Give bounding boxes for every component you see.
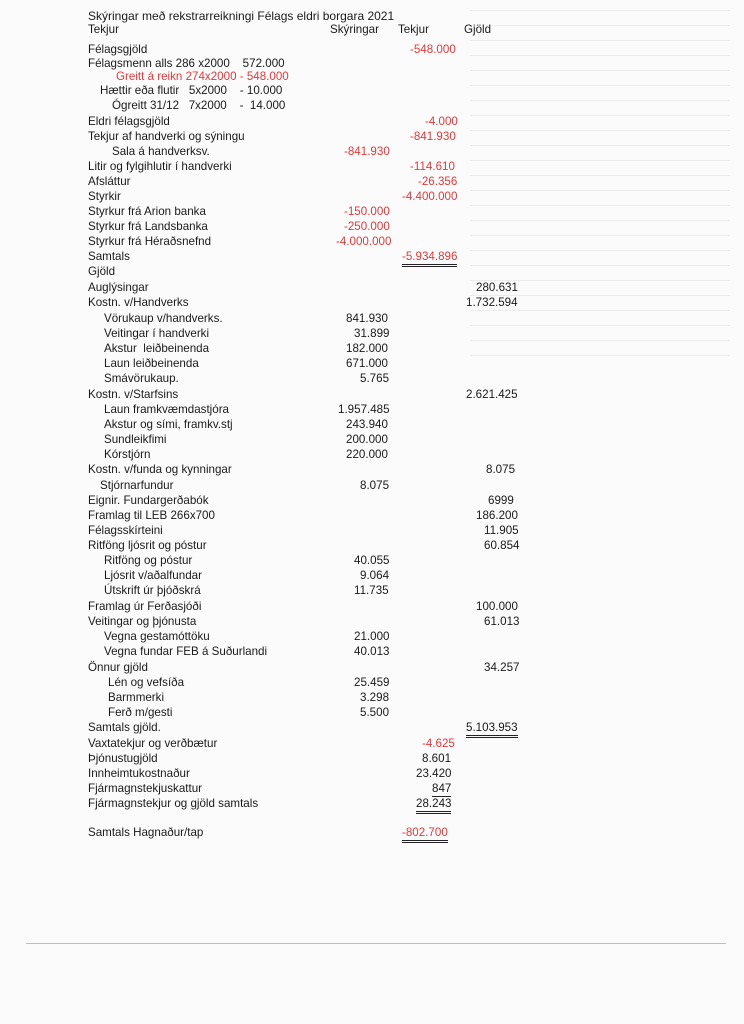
row-value-stjornar: 8.075: [360, 479, 390, 492]
row-value-samtals_gjold: 5.103.953: [466, 721, 518, 738]
row-value-litir: -114.610: [410, 160, 455, 173]
row-value-auglysingar: 280.631: [476, 281, 518, 294]
row-value-korstjorn: 220.000: [346, 448, 388, 461]
row-value-ferdasjodi: 100.000: [476, 600, 518, 613]
row-label-barmmerki: Barmmerki: [108, 691, 165, 704]
row-value-styrkir: -4.400.000: [402, 190, 458, 203]
row-label-handverk: Tekjur af handverki og sýningu: [88, 130, 245, 143]
row-value-vorukaup: 841.930: [346, 312, 388, 325]
row-label-sala: Sala á handverksv.: [112, 145, 210, 158]
row-label-thjonustugjold: Þjónustugjöld: [88, 752, 158, 765]
row-label-veitingar_h: Veitingar í handverki: [104, 327, 210, 340]
document-title: Skýringar með rekstrarreikningi Félags eldri borgara 2021: [88, 9, 395, 23]
row-value-onnur: 34.257: [484, 661, 520, 674]
row-label-eldri: Eldri félagsgjöld: [88, 115, 170, 128]
row-value-handverk: -841.930: [410, 130, 456, 143]
row-value-ritfong: 60.854: [484, 539, 520, 552]
row-label-ritfong2: Ritföng og póstur: [104, 554, 193, 567]
row-value-veitingar_h: 31.899: [354, 327, 390, 340]
row-value-kostn_funda: 8.075: [486, 463, 516, 476]
row-label-ferdasjodi: Framlag úr Ferðasjóði: [88, 600, 202, 613]
row-value-utskrift: 11.735: [354, 584, 389, 597]
row-value-kostn_starf: 2.621.425: [466, 388, 518, 401]
row-label-litir: Litir og fylgihlutir í handverki: [88, 160, 232, 173]
row-label-ljosrit: Ljósrit v/aðalfundar: [104, 569, 202, 582]
row-label-gestamottoku: Vegna gestamóttöku: [104, 630, 210, 643]
bleed-through-text: [470, 10, 730, 370]
row-value-eignir: 6999: [488, 494, 514, 507]
header-tekjur: Tekjur: [88, 23, 119, 36]
row-value-heradsnefnd: -4.000.000: [336, 235, 392, 248]
row-value-feb: 40.013: [354, 645, 390, 658]
row-label-samtals_gjold: Samtals gjöld.: [88, 721, 161, 734]
row-label-utskrift: Útskrift úr þjóðskrá: [104, 584, 201, 597]
row-label-arion: Styrkur frá Arion banka: [88, 205, 206, 218]
row-value-arion: -150.000: [344, 205, 390, 218]
row-value-ljosrit: 9.064: [360, 569, 390, 582]
row-value-fjarm_samtals: 28.243: [416, 797, 451, 814]
row-value-sala: -841.930: [344, 145, 390, 158]
row-label-sundleik: Sundleikfimi: [104, 433, 167, 446]
row-value-hagnadur: -802.700: [402, 826, 448, 843]
row-label-akstur_l: Akstur leiðbeinenda: [104, 342, 210, 355]
row-value-len: 25.459: [354, 676, 390, 689]
row-value-sundleik: 200.000: [346, 433, 388, 446]
row-label-laun_l: Laun leiðbeinenda: [104, 357, 199, 370]
row-value-vaxtatekjur: -4.625: [422, 737, 455, 750]
row-label-framlag_leb: Framlag til LEB 266x700: [88, 509, 215, 522]
row-label-kostn_hand: Kostn. v/Handverks: [88, 296, 189, 309]
row-label-ferd: Ferð m/gesti: [108, 706, 173, 719]
row-label-eignir: Eignir. Fundargerðabók: [88, 494, 209, 507]
row-value-veitingar_thj: 61.013: [484, 615, 520, 628]
row-label-samtals: Samtals: [88, 250, 130, 263]
row-label-skirteini: Félagsskírteini: [88, 524, 163, 537]
row-label-smavoru: Smávörukaup.: [104, 372, 179, 385]
row-label-greitt: Greitt á reikn 274x2000 - 548.000: [116, 70, 289, 83]
row-label-laun_f: Laun framkvæmdastjóra: [104, 403, 230, 416]
row-value-akstur_l: 182.000: [346, 342, 388, 355]
row-label-landsbanki: Styrkur frá Landsbanka: [88, 220, 208, 233]
row-label-stjornar: Stjórnarfundur: [100, 479, 174, 492]
row-value-ritfong2: 40.055: [354, 554, 390, 567]
row-label-haettir: Hættir eða flutir 5x2000 - 10.000: [100, 84, 283, 97]
row-label-feb: Vegna fundar FEB á Suðurlandi: [104, 645, 268, 658]
row-label-heradsnefnd: Styrkur frá Héraðsnefnd: [88, 235, 212, 248]
row-value-skirteini: 11.905: [484, 524, 519, 537]
row-value-felagsgjold: -548.000: [410, 43, 456, 56]
row-value-laun_l: 671.000: [346, 357, 388, 370]
row-value-kostn_hand: 1.732.594: [466, 296, 518, 309]
row-label-felagsgjold: Félagsgjöld: [88, 43, 148, 56]
row-label-veitingar_thj: Veitingar og þjónusta: [88, 615, 197, 628]
row-label-ritfong: Ritföng ljósrit og póstur: [88, 539, 207, 552]
row-label-afslattur: Afsláttur: [88, 175, 131, 188]
row-label-onnur: Önnur gjöld: [88, 661, 148, 674]
header-tekjur-column: Tekjur: [398, 23, 429, 36]
row-value-afslattur: -26.356: [418, 175, 458, 188]
row-label-vorukaup: Vörukaup v/handverks.: [104, 312, 223, 325]
row-label-fjarmskattur: Fjármagnstekjuskattur: [88, 782, 203, 795]
row-label-styrkir: Styrkir: [88, 190, 121, 203]
row-label-kostn_starf: Kostn. v/Starfsins: [88, 388, 179, 401]
row-label-vaxtatekjur: Vaxtatekjur og verðbætur: [88, 737, 218, 750]
row-label-felagsmenn: Félagsmenn alls 286 x2000 572.000: [88, 57, 285, 70]
row-value-akstur_s: 243.940: [346, 418, 388, 431]
row-value-fjarmskattur: 847: [432, 782, 452, 795]
row-label-fjarm_samtals: Fjármagnstekjur og gjöld samtals: [88, 797, 259, 810]
row-label-hagnadur: Samtals Hagnaður/tap: [88, 826, 204, 839]
row-label-len: Lén og vefsíða: [108, 676, 185, 689]
row-value-landsbanki: -250.000: [344, 220, 390, 233]
row-label-gjold: Gjöld: [88, 265, 116, 278]
row-label-korstjorn: Kórstjórn: [104, 448, 151, 461]
row-label-akstur_s: Akstur og sími, framkv.stj: [104, 418, 233, 431]
page-edge-line: [26, 943, 726, 944]
row-value-laun_f: 1.957.485: [338, 403, 390, 416]
row-value-ferd: 5.500: [360, 706, 390, 719]
row-label-kostn_funda: Kostn. v/funda og kynningar: [88, 463, 232, 476]
row-value-framlag_leb: 186.200: [476, 509, 518, 522]
row-label-innheimtu: Innheimtukostnaður: [88, 767, 190, 780]
row-value-samtals: -5.934.896: [402, 250, 457, 267]
row-label-auglysingar: Auglýsingar: [88, 281, 149, 294]
row-value-thjonustugjold: 8.601: [422, 752, 452, 765]
header-gjold-column: Gjöld: [464, 23, 492, 36]
row-value-innheimtu: 23.420: [416, 767, 452, 780]
row-value-gestamottoku: 21.000: [354, 630, 390, 643]
row-value-eldri: -4.000: [425, 115, 458, 128]
row-value-barmmerki: 3.298: [360, 691, 390, 704]
row-label-ogreitt: Ógreitt 31/12 7x2000 - 14.000: [112, 99, 286, 112]
header-skyringar: Skýringar: [330, 23, 379, 36]
row-value-smavoru: 5.765: [360, 372, 390, 385]
